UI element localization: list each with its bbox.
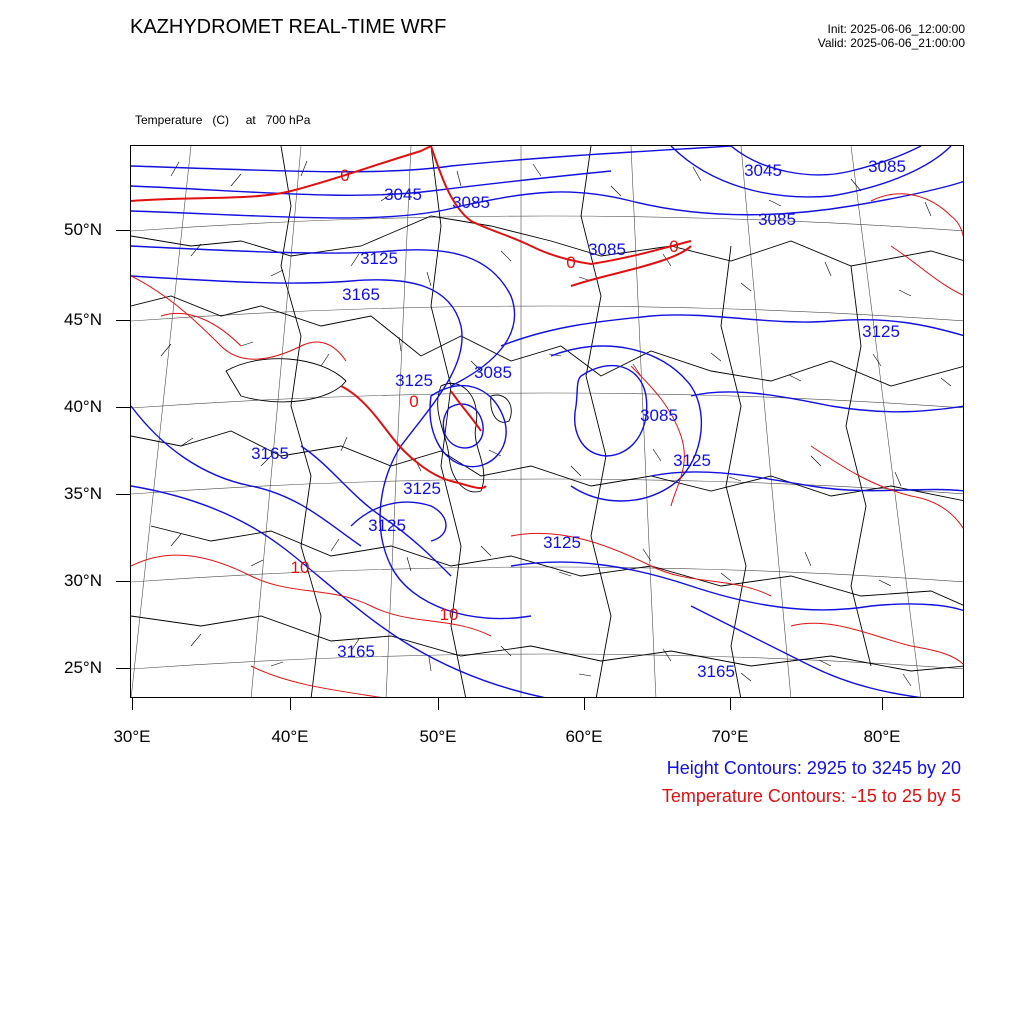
height-label: 3165 xyxy=(251,444,289,463)
lon-label-50e: 50°E xyxy=(419,727,457,746)
height-label: 3165 xyxy=(697,662,735,681)
temperature-contour-legend: Temperature Contours: -15 to 25 by 5 xyxy=(661,786,961,806)
height-label: 3085 xyxy=(452,193,490,212)
lat-tick xyxy=(116,407,130,408)
lat-tick xyxy=(116,320,130,321)
lat-tick xyxy=(116,494,130,495)
lon-label-60e: 60°E xyxy=(565,727,603,746)
lon-tick xyxy=(882,698,883,710)
lon-tick xyxy=(132,698,133,710)
lon-label-30e: 30°E xyxy=(113,727,151,746)
height-label: 3125 xyxy=(368,516,406,535)
graticule xyxy=(131,146,964,698)
height-label: 3125 xyxy=(403,479,441,498)
lat-label-35n: 35°N xyxy=(64,484,102,503)
country-borders xyxy=(131,146,964,698)
lat-label-50n: 50°N xyxy=(64,220,102,239)
temperature-field-label: Temperature (C) at 700 hPa xyxy=(135,113,311,127)
lat-label-25n: 25°N xyxy=(64,658,102,677)
map-canvas xyxy=(131,146,964,698)
lat-label-30n: 30°N xyxy=(64,571,102,590)
temperature-contours xyxy=(131,146,964,698)
lon-tick xyxy=(438,698,439,710)
height-label: 3045 xyxy=(744,161,782,180)
height-label: 3125 xyxy=(395,371,433,390)
lon-label-70e: 70°E xyxy=(711,727,749,746)
temp-label: 0 xyxy=(566,253,576,272)
temp-label: 0 xyxy=(669,237,679,256)
init-time: Init: 2025-06-06_12:00:00 xyxy=(827,22,965,36)
height-label: 3125 xyxy=(543,533,581,552)
lat-label-45n: 45°N xyxy=(64,310,102,329)
height-label: 3085 xyxy=(588,240,626,259)
chart-title: KAZHYDROMET REAL-TIME WRF xyxy=(130,16,447,38)
lat-tick xyxy=(116,581,130,582)
height-label: 3125 xyxy=(673,451,711,470)
height-label: 3085 xyxy=(474,363,512,382)
temp-label: 10 xyxy=(439,605,459,624)
valid-time: Valid: 2025-06-06_21:00:00 xyxy=(817,36,965,50)
temp-label: 0 xyxy=(340,166,350,185)
lat-tick xyxy=(116,230,130,231)
temp-label: 10 xyxy=(290,558,310,577)
height-label: 3165 xyxy=(337,642,375,661)
height-label: 3125 xyxy=(862,322,900,341)
height-label: 3165 xyxy=(342,285,380,304)
height-contours xyxy=(131,146,964,698)
lon-tick xyxy=(730,698,731,710)
wind-barbs xyxy=(161,161,951,686)
height-label: 3085 xyxy=(640,406,678,425)
weather-map xyxy=(130,145,964,698)
height-contour-legend: Height Contours: 2925 to 3245 by 20 xyxy=(666,758,961,778)
height-label: 3085 xyxy=(758,210,796,229)
height-label: 3125 xyxy=(360,249,398,268)
time-info xyxy=(818,22,965,50)
lat-label-40n: 40°N xyxy=(64,397,102,416)
temperature-contour-labels xyxy=(291,166,679,624)
lon-label-40e: 40°E xyxy=(271,727,309,746)
lat-tick xyxy=(116,668,130,669)
lon-label-80e: 80°E xyxy=(863,727,901,746)
height-label: 3045 xyxy=(384,185,422,204)
lon-tick xyxy=(290,698,291,710)
height-label: 3085 xyxy=(868,157,906,176)
lon-tick xyxy=(584,698,585,710)
temp-label: 0 xyxy=(409,392,419,411)
